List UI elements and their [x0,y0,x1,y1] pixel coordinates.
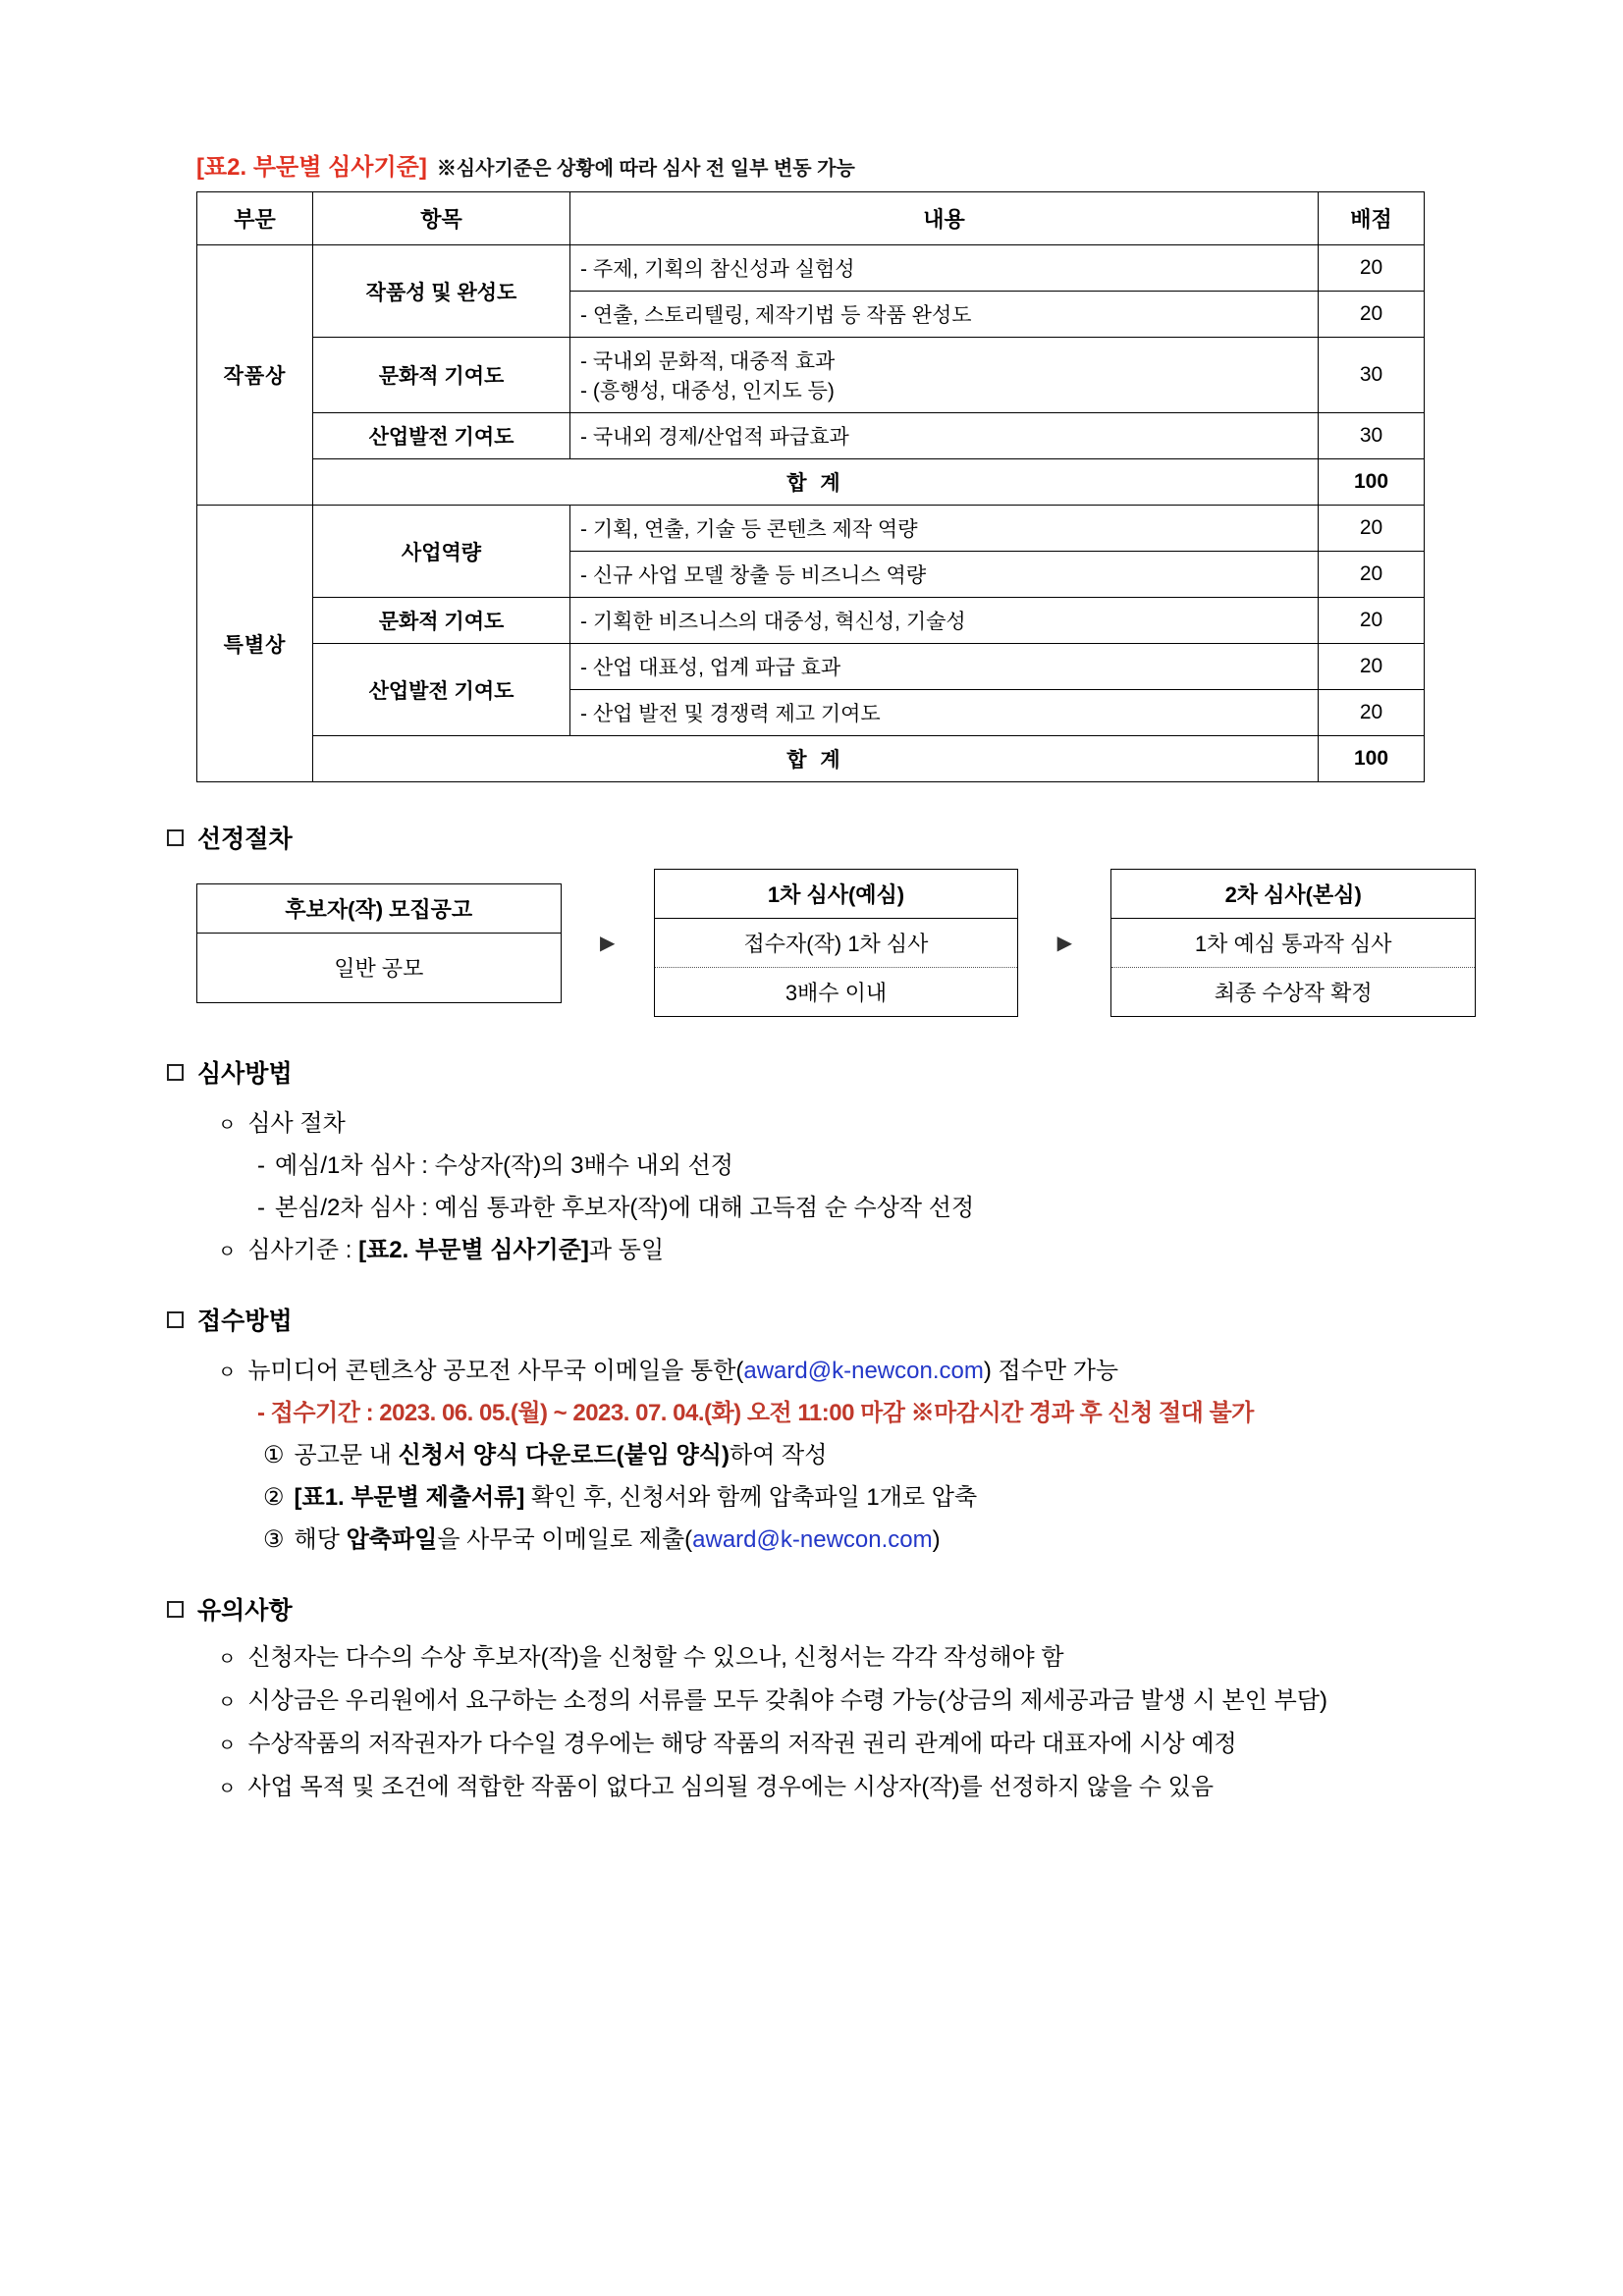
desc-cell: - 기획, 연출, 기술 등 콘텐츠 제작 역량 [570,506,1319,552]
table2-note: ※심사기준은 상황에 따라 심사 전 일부 변동 가능 [436,158,855,180]
table-total-row [197,459,1425,506]
circle-bullet-icon: ㅇ [218,1735,237,1756]
list-item [218,1683,1476,1719]
table2-caption [196,147,1476,182]
total-label: 합 계 [313,459,1319,506]
list-item-label [247,1230,664,1264]
application-period: - 접수기간 : 2023. 06. 05.(월) ~ 2023. 07. 04.(화) 오전 11:00 마감 ※마감시간 경과 후 신청 절대 불가 [257,1400,1254,1426]
desc-cell [570,338,1319,413]
item-cell: 산업발전 기여도 [313,413,570,459]
criteria-table [196,191,1425,782]
table-row [197,506,1425,552]
score-cell: 20 [1319,245,1425,292]
section-application-method [147,1302,1476,1554]
list-item [218,1727,1476,1762]
flow-step-3 [1110,869,1476,1017]
total-score: 100 [1319,736,1425,782]
desc-line: - (흥행성, 대중성, 인지도 등) [580,380,835,402]
score-cell: 30 [1319,413,1425,459]
step-2-suffix: 확인 후, 신청서와 함께 압축파일 1개로 압축 [524,1484,978,1511]
step-1-suffix: 하여 작성 [729,1442,828,1468]
section-notes [147,1591,1476,1805]
step-3-tail: ) [932,1526,941,1553]
list-item-label: 심사 절차 [247,1110,346,1137]
table-row [197,413,1425,459]
review-method-heading [167,1054,1476,1090]
flow-step-2-row2: 3배수 이내 [784,981,888,1005]
list-item [263,1520,1476,1554]
circle-bullet-icon: ㅇ [218,1362,237,1383]
header-category: 부문 [197,192,313,245]
score-cell: 20 [1319,644,1425,690]
section-review-method [147,1054,1476,1264]
email-link[interactable]: award@k-newcon.com [743,1358,984,1384]
header-score: 배점 [1319,192,1425,245]
list-item [263,1435,1476,1469]
list-item [263,1477,1476,1512]
desc-cell: - 신규 사업 모델 창출 등 비즈니스 역량 [570,552,1319,598]
score-cell: 20 [1319,598,1425,644]
flow-step-3-title: 2차 심사(본심) [1111,870,1475,919]
step-3-mid: 을 사무국 이메일로 제출( [437,1526,693,1553]
list-item-label [295,1435,828,1469]
total-label: 합 계 [313,736,1319,782]
step-1-bold: 신청서 양식 다운로드(붙임 양식) [398,1442,730,1468]
dash-bullet-icon: - [257,1152,265,1179]
circle-bullet-icon: ㅇ [218,1649,237,1670]
flow-step-1-title: 후보자(작) 모집공고 [197,884,561,934]
section-selection-process [147,820,1476,1017]
square-bullet-icon [167,1601,184,1618]
arrow-icon-2: ▶ [1056,933,1073,954]
flow-step-2-title: 1차 심사(예심) [655,870,1018,919]
note-text: 수상작품의 저작권자가 다수일 경우에는 해당 작품의 저작권 권리 관계에 따라 대표자에 시상 예정 [247,1731,1237,1757]
flow-step-2-row1: 접수자(작) 1차 심사 [655,919,1018,968]
list-item [257,1146,1476,1180]
note-text: 시상금은 우리원에서 요구하는 소정의 서류를 모두 갖춰야 수령 가능(상금의 제세공과금 발생 시 본인 부담) [247,1687,1327,1714]
score-cell: 20 [1319,506,1425,552]
total-score: 100 [1319,459,1425,506]
flow-step-3-row2: 최종 수상작 확정 [1214,981,1373,1005]
flow-step-1 [196,883,562,1003]
desc-cell: - 연출, 스토리텔링, 제작기법 등 작품 완성도 [570,292,1319,338]
heading-text: 접수방법 [197,1308,293,1335]
header-item: 항목 [313,192,570,245]
desc-cell: - 기획한 비즈니스의 대중성, 혁신성, 기술성 [570,598,1319,644]
item-cell: 문화적 기여도 [313,338,570,413]
score-cell: 20 [1319,292,1425,338]
notes-heading [167,1591,1476,1627]
square-bullet-icon [167,829,184,846]
category-cell: 작품상 [197,245,313,506]
circle-bullet-icon: ㅇ [218,1779,237,1799]
criteria-suffix: 과 동일 [588,1237,665,1263]
note-text: 사업 목적 및 조건에 적합한 작품이 없다고 심의될 경우에는 시상자(작)를 선정하지 않을 수 있음 [247,1774,1215,1800]
table-row [197,598,1425,644]
table-header-row [197,192,1425,245]
list-item [257,1393,1476,1427]
step-2-bold: [표1. 부문별 제출서류] [294,1484,525,1511]
flow-step-1-body: 일반 공모 [334,956,424,981]
list-item-label: 예심/1차 심사 : 수상자(작)의 3배수 내외 선정 [275,1152,733,1179]
step-number-2: ② [263,1484,285,1511]
list-item-label: 본심/2차 심사 : 예심 통과한 후보자(작)에 대해 고득점 순 수상작 선정 [275,1195,975,1221]
flow-step-3-row1: 1차 예심 통과작 심사 [1111,919,1475,968]
selection-process-heading [167,820,1476,855]
circle-bullet-icon: ㅇ [218,1115,237,1136]
list-item [218,1230,1476,1264]
application-method-heading [167,1302,1476,1337]
list-item [218,1351,1476,1385]
criteria-prefix: 심사기준 : [247,1237,359,1263]
circle-bullet-icon: ㅇ [218,1692,237,1713]
square-bullet-icon [167,1064,184,1081]
list-item [218,1103,1476,1138]
dash-bullet-icon: - [257,1195,265,1221]
score-cell: 20 [1319,690,1425,736]
desc-cell: - 국내외 경제/산업적 파급효과 [570,413,1319,459]
step-3-prefix: 해당 [294,1526,347,1553]
item-cell: 산업발전 기여도 [313,644,570,736]
step-3-bold: 압축파일 [346,1526,438,1553]
table2-tag: [표2. 부문별 심사기준] [196,154,427,181]
step-1-prefix: 공고문 내 [294,1442,399,1468]
table-total-row [197,736,1425,782]
table-row [197,338,1425,413]
list-item-label [295,1477,978,1512]
heading-text: 유의사항 [197,1597,293,1625]
desc-cell: - 주제, 기획의 참신성과 실험성 [570,245,1319,292]
email-link[interactable]: award@k-newcon.com [692,1526,933,1553]
note-text: 신청자는 다수의 수상 후보자(작)을 신청할 수 있으나, 신청서는 각각 작성해야 함 [247,1644,1064,1671]
table-row [197,245,1425,292]
square-bullet-icon [167,1311,184,1328]
table-row [197,644,1425,690]
email-line-suffix: ) 접수만 가능 [983,1358,1119,1384]
score-cell: 30 [1319,338,1425,413]
heading-text: 심사방법 [197,1060,293,1088]
item-cell: 문화적 기여도 [313,598,570,644]
list-item [218,1770,1476,1805]
flow-step-2 [654,869,1019,1017]
category-cell: 특별상 [197,506,313,782]
desc-cell: - 산업 발전 및 경쟁력 제고 기여도 [570,690,1319,736]
list-item [218,1640,1476,1676]
email-line-prefix: 뉴미디어 콘텐츠상 공모전 사무국 이메일을 통한( [247,1358,744,1384]
desc-line: - 국내외 문화적, 대중적 효과 [580,350,836,373]
list-item [257,1188,1476,1222]
step-number-3: ③ [263,1526,285,1553]
arrow-icon-1: ▶ [599,933,616,954]
item-cell: 작품성 및 완성도 [313,245,570,338]
desc-cell: - 산업 대표성, 업계 파급 효과 [570,644,1319,690]
header-content: 내용 [570,192,1319,245]
process-flow [196,869,1476,1017]
heading-text: 선정절차 [197,826,293,853]
step-number-1: ① [263,1442,285,1468]
criteria-table-ref: [표2. 부문별 심사기준] [358,1237,589,1263]
item-cell: 사업역량 [313,506,570,598]
circle-bullet-icon: ㅇ [218,1242,237,1262]
list-item-label [247,1351,1118,1385]
score-cell: 20 [1319,552,1425,598]
list-item-label [295,1520,941,1554]
